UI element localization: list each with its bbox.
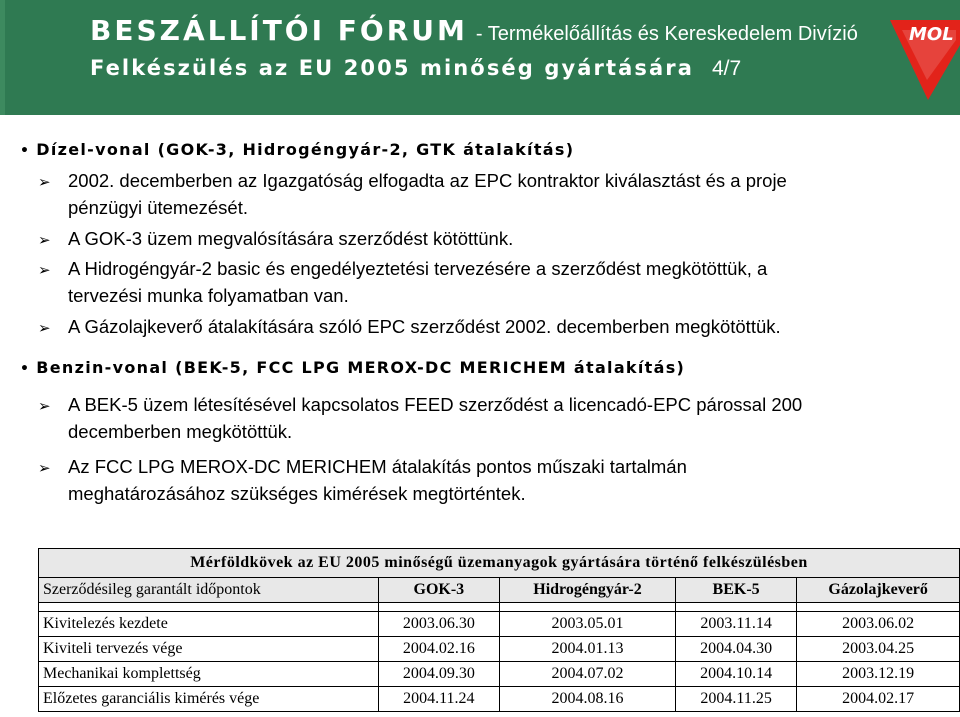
list-item: [38, 256, 767, 309]
table-cell: 2004.10.14: [675, 662, 796, 687]
list-item: [38, 168, 787, 221]
table-cell: 2003.04.25: [797, 637, 960, 662]
section-heading-petrol: [20, 358, 685, 377]
table-cell: 2003.06.02: [797, 612, 960, 637]
list-item-text: A GOK-3 üzem megvalósítására szerződést kötöttünk.: [68, 228, 514, 249]
bullet-icon: •: [20, 143, 31, 159]
row-label: Előzetes garanciális kimérés vége: [39, 687, 379, 712]
table-cell: 2004.02.17: [797, 687, 960, 712]
list-item-text-continued: pénzügyi ütemezését.: [68, 197, 248, 218]
column-header-hidrogengyar2: Hidrogéngyár-2: [500, 578, 676, 603]
list-item: [38, 314, 781, 341]
header-title-line: [90, 14, 858, 47]
table-cell: 2004.09.30: [378, 662, 499, 687]
table-row: [39, 637, 960, 662]
column-header-gok3: GOK-3: [378, 578, 499, 603]
hand-pointer-icon: ➢: [38, 319, 51, 337]
row-label: Kiviteli tervezés vége: [39, 637, 379, 662]
list-item-text-continued: decemberben megkötöttük.: [68, 421, 293, 442]
table-caption: Mérföldkövek az EU 2005 minőségű üzemanyagok gyártására történő felkészülésben: [39, 549, 960, 578]
hand-pointer-icon: ➢: [38, 459, 51, 477]
hand-pointer-icon: ➢: [38, 173, 51, 191]
list-item-text-continued: tervezési munka folyamatban van.: [68, 285, 349, 306]
list-item-text: 2002. decemberben az Igazgatóság elfogadta az EPC kontraktor kiválasztást és a proje: [68, 170, 787, 191]
slide-header: [0, 0, 960, 115]
table-row: [39, 612, 960, 637]
list-item: [38, 392, 802, 445]
row-label: Mechanikai komplettség: [39, 662, 379, 687]
mol-logo: [880, 0, 960, 115]
table-header-row: [39, 578, 960, 603]
table-row: [39, 662, 960, 687]
list-item-text: A Gázolajkeverő átalakítására szóló EPC szerződést 2002. decemberben megkötöttük.: [68, 316, 781, 337]
header-subtitle-line: [90, 56, 741, 81]
hand-pointer-icon: ➢: [38, 261, 51, 279]
list-item: [38, 454, 687, 507]
milestones-table: [38, 548, 960, 712]
table-cell: 2003.05.01: [500, 612, 676, 637]
table-cell: 2003.11.14: [675, 612, 796, 637]
bullet-icon: •: [20, 361, 31, 377]
table-cell: 2003.12.19: [797, 662, 960, 687]
column-header-gazolajkevero: Gázolajkeverő: [797, 578, 960, 603]
table-cell: 2004.08.16: [500, 687, 676, 712]
table-cell: 2003.06.30: [378, 612, 499, 637]
forum-title: BESZÁLLÍTÓI FÓRUM: [90, 14, 468, 47]
section-heading-text: Dízel-vonal (GOK-3, Hidrogéngyár-2, GTK átalakítás): [36, 140, 575, 159]
list-item-text: A BEK-5 üzem létesítésével kapcsolatos FEED szerződést a licencadó-EPC párossal 200: [68, 394, 803, 415]
table-cell: 2004.04.30: [675, 637, 796, 662]
table-cell: 2004.11.24: [378, 687, 499, 712]
table-cell: 2004.02.16: [378, 637, 499, 662]
page-number: 4/7: [711, 57, 742, 80]
table-row: [39, 687, 960, 712]
division-title: - Termékelőállítás és Kereskedelem Divízió: [475, 23, 858, 45]
table-header-label: Szerződésileg garantált időpontok: [39, 578, 379, 603]
list-item: [38, 226, 513, 253]
table-cell: 2004.07.02: [500, 662, 676, 687]
list-item-text: A Hidrogéngyár-2 basic és engedélyeztetési tervezésére a szerződést megkötöttük, a: [68, 258, 768, 279]
section-heading-diesel: [20, 140, 574, 159]
table-cell: 2004.01.13: [500, 637, 676, 662]
mol-logo-text: MOL: [909, 24, 954, 45]
table-cell: 2004.11.25: [675, 687, 796, 712]
presentation-subtitle: Felkészülés az EU 2005 minőség gyártására: [90, 56, 694, 80]
header-left-strip: [0, 0, 5, 115]
list-item-text-continued: meghatározásához szükséges kimérések megtörténtek.: [68, 483, 526, 504]
section-heading-text: Benzin-vonal (BEK-5, FCC LPG MEROX-DC MERICHEM átalakítás): [36, 358, 686, 377]
row-label: Kivitelezés kezdete: [39, 612, 379, 637]
column-header-bek5: BEK-5: [675, 578, 796, 603]
table-spacer-row: [39, 603, 960, 612]
list-item-text: Az FCC LPG MEROX-DC MERICHEM átalakítás pontos műszaki tartalmán: [68, 456, 687, 477]
hand-pointer-icon: ➢: [38, 231, 51, 249]
hand-pointer-icon: ➢: [38, 397, 51, 415]
